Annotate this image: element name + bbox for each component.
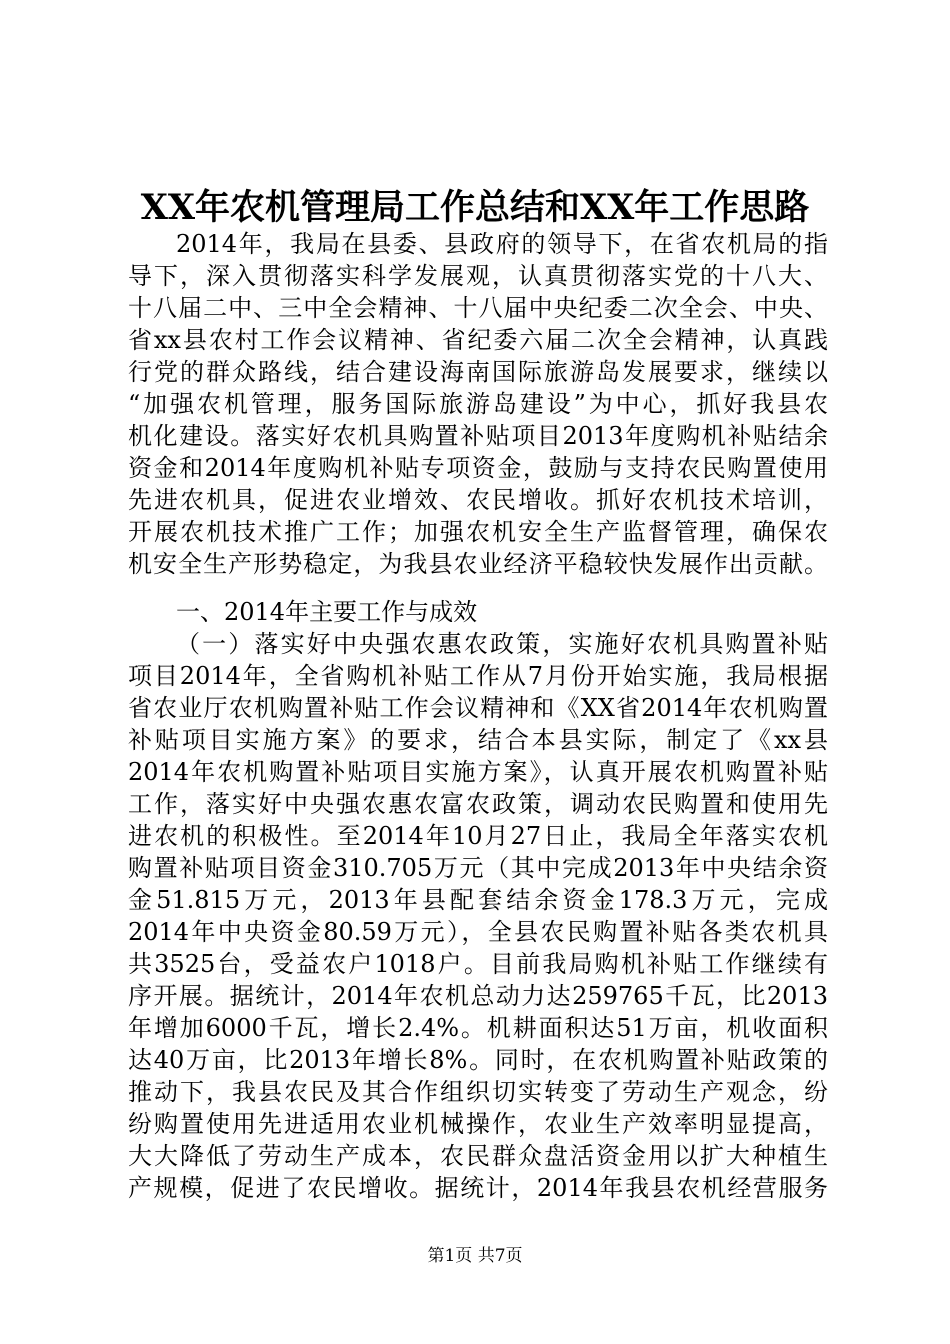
- paragraph-line: 年增加6000千瓦，增长2.4%。机耕面积达51万亩，机收面积: [128, 1014, 828, 1042]
- paragraph-line: “加强农机管理，服务国际旅游岛建设”为中心，抓好我县农: [128, 390, 828, 418]
- paragraph-line: 机安全生产形势稳定，为我县农业经济平稳较快发展作出贡献。: [128, 550, 828, 578]
- section-paragraph: [128, 628, 828, 1204]
- paragraph-line: 达40万亩，比2013年增长8%。同时，在农机购置补贴政策的: [128, 1046, 828, 1074]
- paragraph-line: 项目2014年，全省购机补贴工作从7月份开始实施，我局根据: [128, 662, 828, 690]
- paragraph-line: 机化建设。落实好农机具购置补贴项目2013年度购机补贴结余: [128, 422, 828, 450]
- paragraph-line: 导下，深入贯彻落实科学发展观，认真贯彻落实党的十八大、: [128, 262, 828, 290]
- paragraph-line: 2014年，我局在县委、县政府的领导下，在省农机局的指: [176, 230, 828, 258]
- paragraph-line: 行党的群众路线，结合建设海南国际旅游岛发展要求，继续以: [128, 358, 828, 386]
- section-heading: 一、2014年主要工作与成效: [176, 598, 478, 626]
- paragraph-line: 十八届二中、三中全会精神、十八届中央纪委二次全会、中央、: [128, 294, 828, 322]
- paragraph-line: （一）落实好中央强农惠农政策，实施好农机具购置补贴: [176, 630, 828, 658]
- paragraph-line: 金51.815万元，2013年县配套结余资金178.3万元，完成: [128, 886, 828, 914]
- paragraph-line: 进农机的积极性。至2014年10月27日止，我局全年落实农机: [128, 822, 828, 850]
- paragraph-line: 补贴项目实施方案》的要求，结合本县实际，制定了《xx县: [128, 726, 828, 754]
- paragraph-line: 产规模，促进了农民增收。据统计，2014年我县农机经营服务: [128, 1174, 828, 1202]
- paragraph-line: 开展农机技术推广工作；加强农机安全生产监督管理，确保农: [128, 518, 828, 546]
- paragraph-line: 大大降低了劳动生产成本，农民群众盘活资金用以扩大种植生: [128, 1142, 828, 1170]
- paragraph-line: 省农业厅农机购置补贴工作会议精神和《XX省2014年农机购置: [128, 694, 828, 722]
- paragraph-line: 纷购置使用先进适用农业机械操作，农业生产效率明显提高，: [128, 1110, 828, 1138]
- paragraph-line: 资金和2014年度购机补贴专项资金，鼓励与支持农民购置使用: [128, 454, 828, 482]
- paragraph-line: 省xx县农村工作会议精神、省纪委六届二次全会精神，认真践: [128, 326, 828, 354]
- paragraph-line: 推动下，我县农民及其合作组织切实转变了劳动生产观念，纷: [128, 1078, 828, 1106]
- page-number-footer: 第1页 共7页: [427, 1246, 523, 1266]
- paragraph-line: 先进农机具，促进农业增效、农民增收。抓好农机技术培训，: [128, 486, 828, 514]
- paragraph-line: 共3525台，受益农户1018户。目前我局购机补贴工作继续有: [128, 950, 828, 978]
- paragraph-line: 2014年农机购置补贴项目实施方案》，认真开展农机购置补贴: [128, 758, 828, 786]
- paragraph-line: 工作，落实好中央强农惠农富农政策，调动农民购置和使用先: [128, 790, 828, 818]
- section-heading-block: [128, 596, 828, 628]
- paragraph-line: 2014年中央资金80.59万元），全县农民购置补贴各类农机具: [128, 918, 828, 946]
- document-title: XX年农机管理局工作总结和XX年工作思路: [140, 187, 810, 228]
- paragraph-line: 购置补贴项目资金310.705万元（其中完成2013年中央结余资: [128, 854, 828, 882]
- paragraph-line: 序开展。据统计，2014年农机总动力达259765千瓦，比2013: [128, 982, 828, 1010]
- intro-paragraph: [128, 228, 828, 580]
